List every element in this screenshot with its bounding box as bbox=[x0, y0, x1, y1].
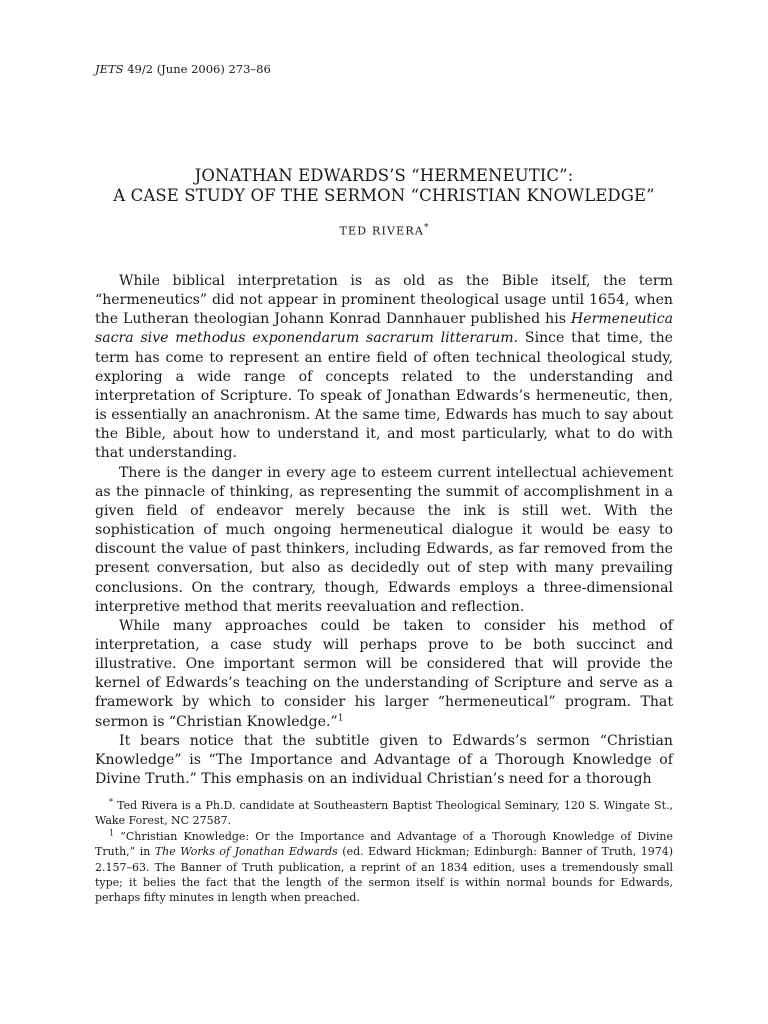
paragraph-4: It bears notice that the subtitle given to Edwards’s sermon “Christian Knowledge” is “The Importance and Advantage of a Thorough Knowledge of Divine Truth.” This emphasis on an individual Christian’s need for a thorough bbox=[95, 732, 673, 788]
footnote-ref-1: 1 bbox=[337, 712, 344, 723]
article-title bbox=[95, 166, 673, 206]
footnote-author-text: Ted Rivera is a Ph.D. candidate at Southeastern Baptist Theological Seminary, 120 S. Wingate St., Wake Forest, NC 27587. bbox=[95, 799, 673, 828]
footnote-1-text-a: “Christian Knowledge: Or the Importance and Advantage of a Thorough Knowledge of Divine Truth,” in bbox=[95, 829, 673, 859]
footnote-author bbox=[95, 798, 673, 829]
paragraph-1 bbox=[95, 272, 673, 464]
paragraph-3 bbox=[95, 617, 673, 732]
footnote-1 bbox=[95, 829, 673, 906]
paragraph-1-text-b: Since that time, the term has come to represent an entire field of often technical theological study, exploring a wide range of concepts related to the understanding and interpretation of Scripture. To speak of Jonathan Edwards’s hermeneutic, then, is essentially an anachronism. At the same time, Edwards has much to say about the Bible, about how to understand it, and most particularly, what to do with that understanding. bbox=[95, 330, 673, 462]
paragraph-2: There is the danger in every age to esteem current intellectual achievement as the pinnacle of thinking, as representing the summit of accomplishment in a given field of endeavor merely because the ink is still wet. With the sophistication of much ongoing hermeneutical dialogue it would be easy to discount the value of past thinkers, including Edwards, as far removed from the present conversation, but also as decidedly out of step with many prevailing conclusions. On the contrary, though, Edwards employs a three-dimensional interpretive method that merits reevaluation and reflection. bbox=[95, 464, 673, 615]
author-name: TED RIVERA bbox=[339, 224, 424, 238]
footnote-1-mark: 1 bbox=[109, 828, 115, 838]
footnote-1-text-b: (ed. Edward Hickman; Edinburgh: Banner of Truth, 1974) 2.157–63. The Banner of Truth publication, a reprint of an 1834 edition, uses a tremendously small type; it belies the fact that the length of the sermon itself is within normal bounds for Edwards, perhaps fifty minutes in length when preached. bbox=[95, 845, 673, 905]
footnote-1-italic-title: The Works of Jonathan Edwards bbox=[154, 845, 338, 859]
footnotes bbox=[95, 798, 673, 906]
author-byline bbox=[95, 223, 673, 238]
journal-citation: 49/2 (June 2006) 273–86 bbox=[123, 62, 271, 76]
paragraph-1-text-a: While biblical interpretation is as old as the Bible itself, the term “hermeneutics” did not appear in prominent theological usage until 1654, when the Lutheran theologian Johann Konrad Dannhauer published his bbox=[95, 273, 673, 328]
paragraph-3-text: While many approaches could be taken to consider his method of interpretation, a case study will perhaps prove to be both succinct and illustrative. One important sermon will be considered that will provide the kernel of Edwards’s teaching on the understanding of Scripture and serve as a framework by which to consider his larger “hermeneutical” program. That sermon is “Christian Knowledge.” bbox=[95, 617, 673, 730]
running-head bbox=[95, 62, 271, 76]
paragraph-1-italic-title: Hermeneutica sacra sive methodus exponendarum sacrarum litterarum. bbox=[95, 311, 673, 347]
article-body bbox=[95, 272, 673, 789]
author-footnote-mark: * bbox=[424, 223, 429, 233]
article-title-line-1: JONATHAN EDWARDS’S “HERMENEUTIC”: bbox=[194, 166, 574, 185]
article-title-line-2: A CASE STUDY OF THE SERMON “CHRISTIAN KNOWLEDGE” bbox=[113, 186, 655, 205]
journal-abbreviation: JETS bbox=[95, 62, 124, 76]
footnote-author-mark: * bbox=[109, 797, 113, 807]
